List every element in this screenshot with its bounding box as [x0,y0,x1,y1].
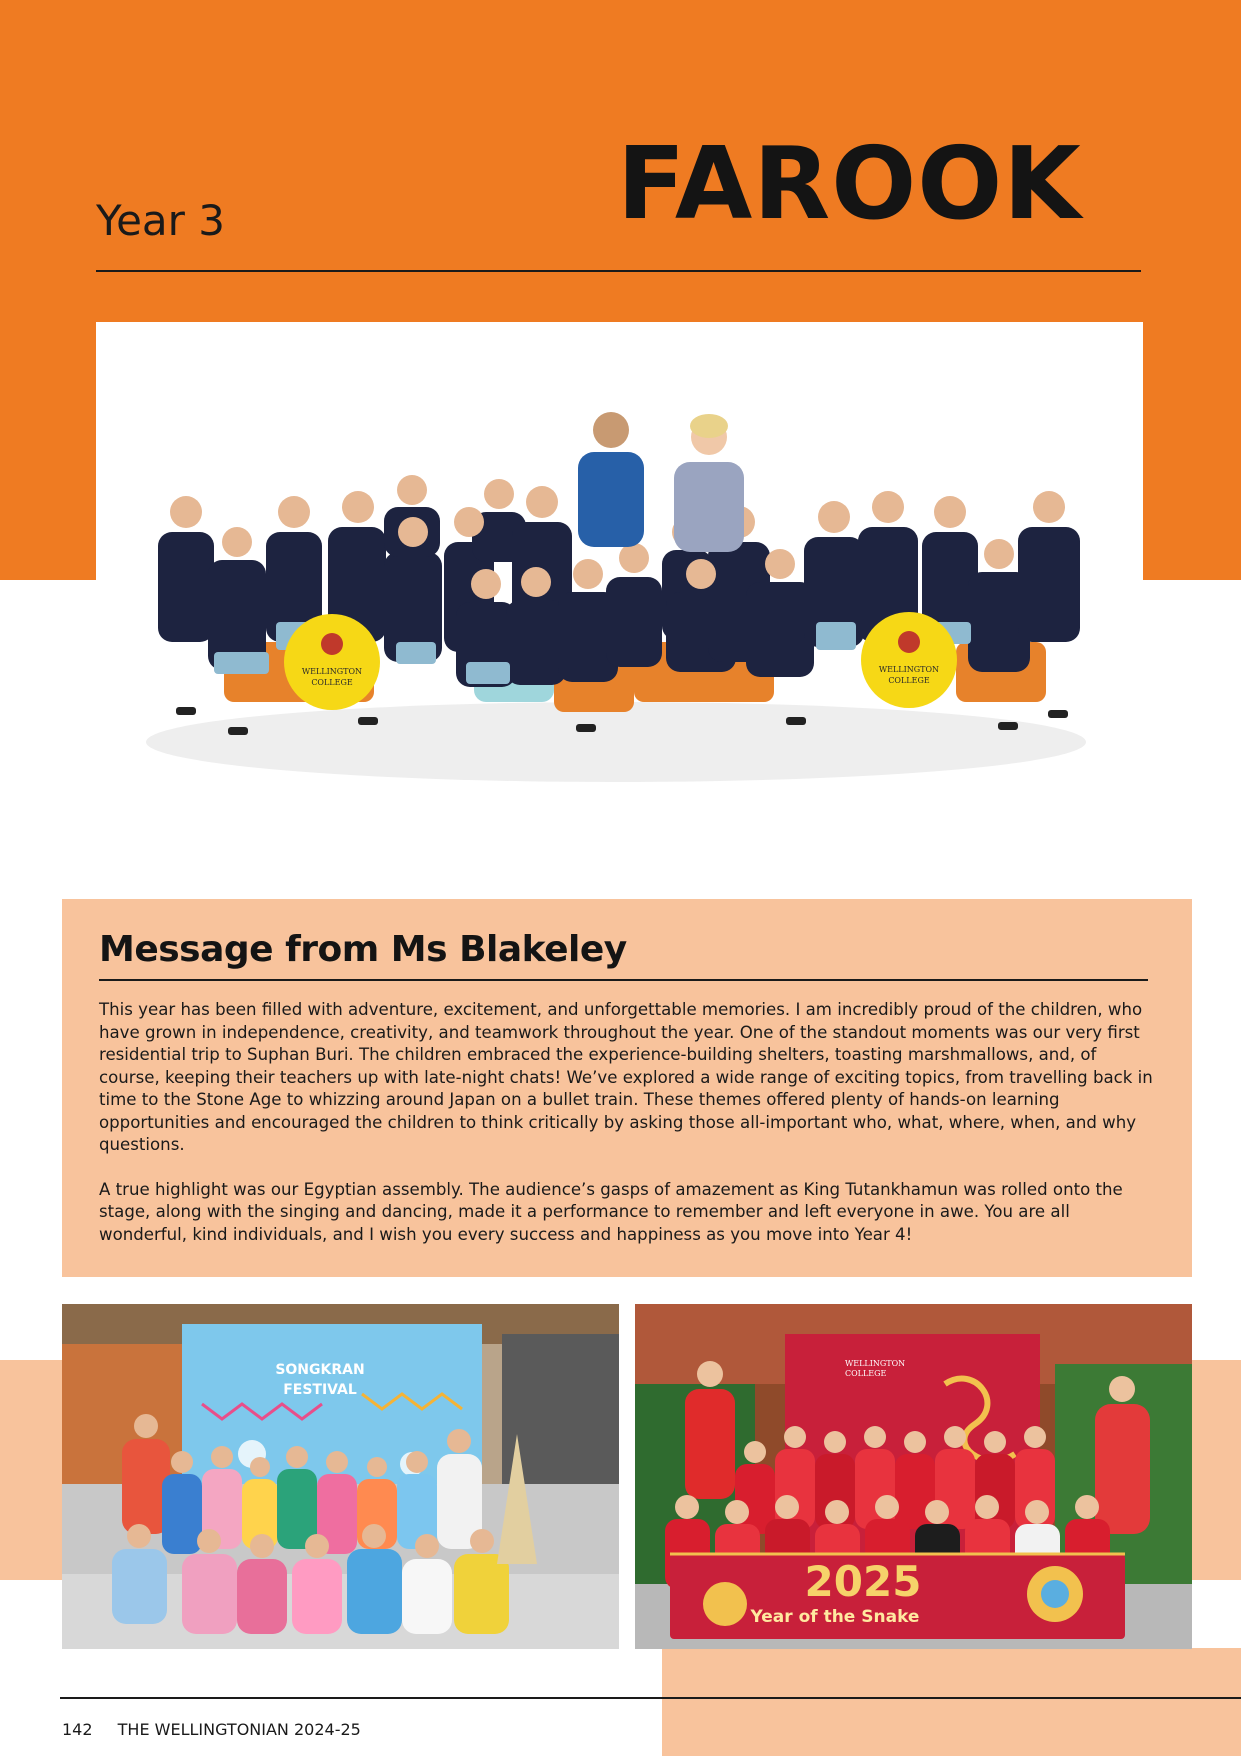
badge-text: COLLEGE [311,678,353,687]
footer [62,1720,361,1739]
songkran-festival-photo [62,1304,619,1649]
backdrop-logo-text: COLLEGE [845,1369,887,1378]
decor-block-bottom [662,1648,1241,1756]
message-divider [99,979,1148,981]
badge-text: WELLINGTON [301,667,363,676]
decor-block-left [0,1360,62,1580]
page-number: 142 [62,1720,93,1739]
banner-year: 2025 [804,1557,922,1606]
decor-block-right [1192,1360,1241,1580]
banner-text: FESTIVAL [283,1382,357,1398]
footer-divider [60,1697,1241,1699]
badge-text: COLLEGE [888,676,930,685]
message-panel [62,899,1192,1277]
message-paragraph: This year has been filled with adventure, excitement, and unforgettable memories. I am incredibly proud of the children, who have grown in independence, creativity, and teamwork throughout the year. One of the standout moments was our very first residential trip to Suphan Buri. The children embraced the experience-building shelters, toasting marshmallows, and, of course, keeping their teachers up with late-night chats! We’ve explored a wide range of exciting topics, from travelling back in time to the Stone Age to whizzing around Japan on a bullet train. These themes offered plenty of hands-on learning opportunities and encouraged the children to think critically by asking those all-important who, what, where, when, and why questions. [99,1000,1153,1154]
header-divider [96,270,1141,272]
class-group-photo [96,322,1143,889]
year-label: Year 3 [96,196,225,245]
badge-text: WELLINGTON [878,665,940,674]
banner-caption: Year of the Snake [750,1607,920,1627]
chinese-new-year-photo [635,1304,1192,1649]
backdrop-logo-text: WELLINGTON [845,1359,906,1368]
publication-title: THE WELLINGTONIAN 2024-25 [117,1720,361,1739]
banner-text: SONGKRAN [275,1362,365,1378]
message-heading: Message from Ms Blakeley [99,929,627,970]
house-title: FAROOK [617,125,1082,242]
message-body [99,999,1161,1246]
message-paragraph: A true highlight was our Egyptian assembly. The audience’s gasps of amazement as King Tutankhamun was rolled onto the stage, along with the singing and dancing, made it a performance to remember and left everyone in awe. You are all wonderful, kind individuals, and I wish you every success and happiness as you move into Year 4! [99,1179,1123,1244]
